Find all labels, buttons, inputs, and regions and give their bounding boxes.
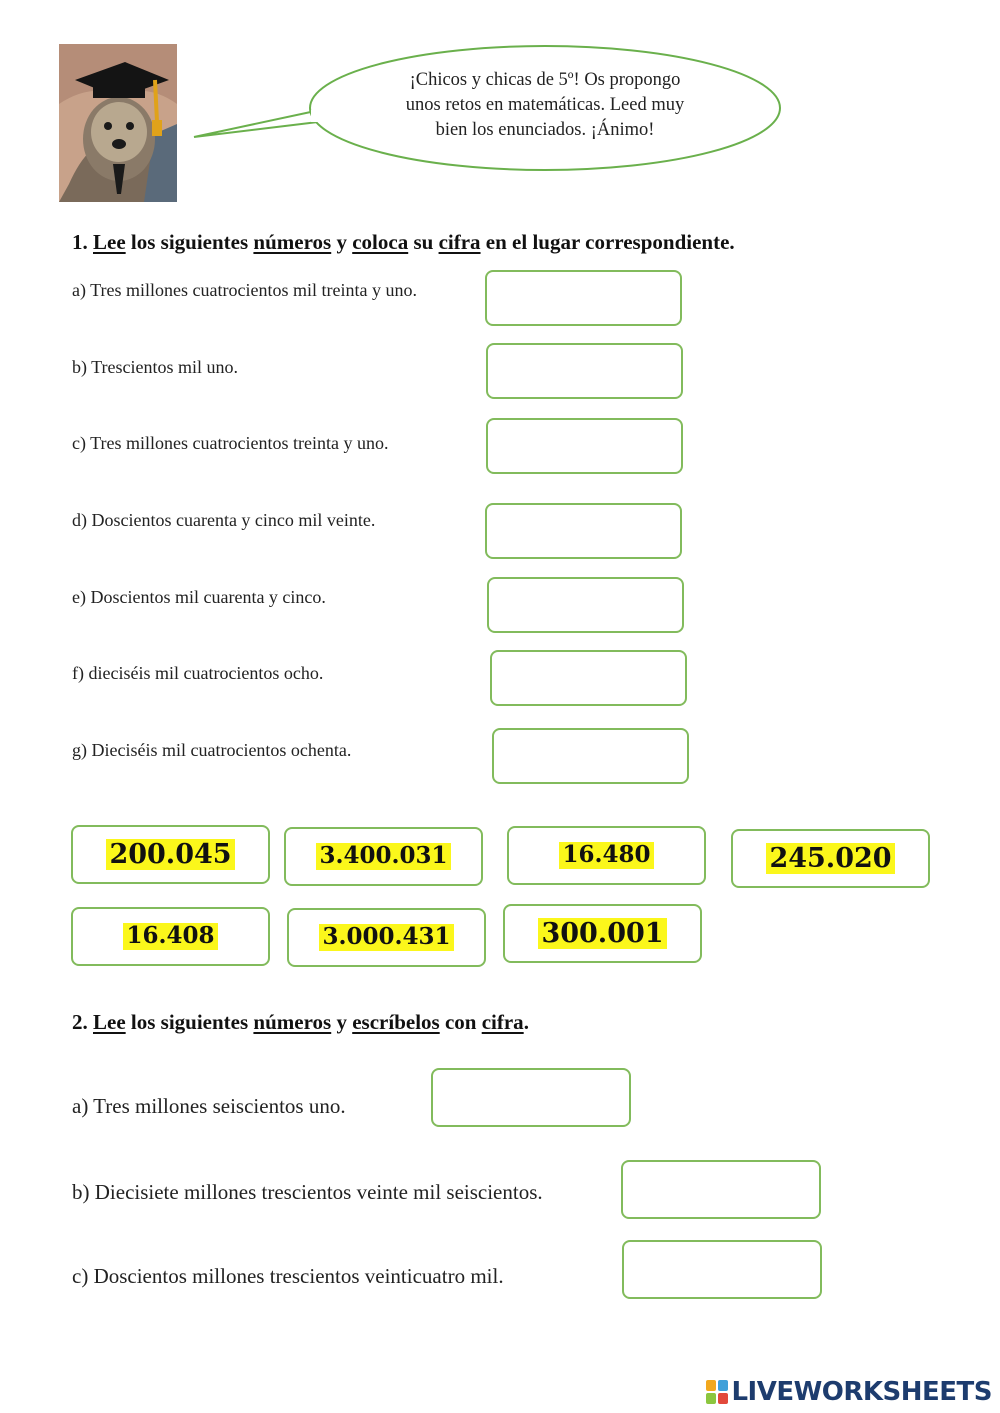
tile-value: 200.045	[106, 839, 234, 870]
number-tile[interactable]	[284, 827, 483, 886]
drop-box-e[interactable]	[487, 577, 684, 633]
drop-box-a[interactable]	[485, 270, 682, 326]
heading-text: en el lugar correspondiente.	[485, 230, 735, 254]
number-tile[interactable]	[287, 908, 486, 967]
liveworksheets-logo-icon	[706, 1380, 728, 1404]
heading-text: con	[444, 1010, 477, 1034]
drop-box-c[interactable]	[486, 418, 683, 474]
tile-value: 3.000.431	[319, 924, 453, 950]
exercise2-item-a: a) Tres millones seiscientos uno.	[72, 1094, 346, 1118]
heading-text: su	[413, 230, 434, 254]
exercise1-item-g: g) Dieciséis mil cuatrocientos ochenta.	[72, 740, 352, 760]
exercise2-item-c: c) Doscientos millones trescientos veinticuatro mil.	[72, 1264, 504, 1288]
number-tile[interactable]	[71, 825, 270, 884]
number-tile[interactable]	[503, 904, 702, 963]
tile-value: 3.400.031	[316, 843, 450, 869]
drop-box-g[interactable]	[492, 728, 689, 784]
exercise2-heading	[72, 1010, 529, 1035]
heading-keyword: Lee	[93, 1010, 126, 1034]
exercise1-item-e: e) Doscientos mil cuarenta y cinco.	[72, 587, 326, 607]
graduate-dog-icon	[59, 44, 177, 202]
drop-box-d[interactable]	[485, 503, 682, 559]
logo-text: LIVEWORKSHEETS	[731, 1377, 992, 1407]
exercise2-item-b: b) Diecisiete millones trescientos veinte mil seiscientos.	[72, 1180, 543, 1204]
bubble-line: unos retos en matemáticas. Leed muy	[405, 95, 685, 115]
exercise1-item-d: d) Doscientos cuarenta y cinco mil veinte.	[72, 510, 376, 530]
exercise1-item-c: c) Tres millones cuatrocientos treinta y uno.	[72, 433, 389, 453]
tile-value: 300.001	[538, 918, 666, 949]
drop-box-f[interactable]	[490, 650, 687, 706]
answer-input-a[interactable]	[431, 1068, 631, 1127]
heading-text: .	[523, 1010, 529, 1034]
number-tile[interactable]	[507, 826, 706, 885]
heading-number: 1.	[72, 230, 88, 254]
heading-keyword: números	[253, 1010, 332, 1034]
heading-number: 2.	[72, 1010, 88, 1034]
heading-keyword: coloca	[352, 230, 409, 254]
bubble-line: ¡Chicos y chicas de 5º! Os propongo	[409, 70, 681, 90]
heading-keyword: Lee	[93, 230, 126, 254]
heading-text: los siguientes	[130, 1010, 249, 1034]
bubble-message	[380, 68, 710, 143]
heading-text: y	[336, 1010, 347, 1034]
number-tile[interactable]	[731, 829, 930, 888]
bubble-line: bien los enunciados. ¡Ánimo!	[435, 120, 655, 140]
answer-input-b[interactable]	[621, 1160, 821, 1219]
exercise1-item-f: f) dieciséis mil cuatrocientos ocho.	[72, 663, 324, 683]
tile-value: 16.480	[559, 842, 653, 868]
heading-keyword: cifra	[481, 1010, 524, 1034]
tile-value: 245.020	[766, 843, 894, 874]
exercise1-item-b: b) Trescientos mil uno.	[72, 357, 239, 377]
heading-keyword: escríbelos	[352, 1010, 440, 1034]
heading-text: y	[336, 230, 347, 254]
heading-keyword: cifra	[438, 230, 481, 254]
answer-input-c[interactable]	[622, 1240, 822, 1299]
heading-text: los siguientes	[130, 230, 249, 254]
number-tile[interactable]	[71, 907, 270, 966]
drop-box-b[interactable]	[486, 343, 683, 399]
tile-value: 16.408	[123, 923, 217, 949]
heading-keyword: números	[253, 230, 332, 254]
exercise1-heading	[72, 230, 735, 255]
exercise1-item-a: a) Tres millones cuatrocientos mil treinta y uno.	[72, 280, 417, 300]
liveworksheets-logo	[706, 1377, 992, 1407]
